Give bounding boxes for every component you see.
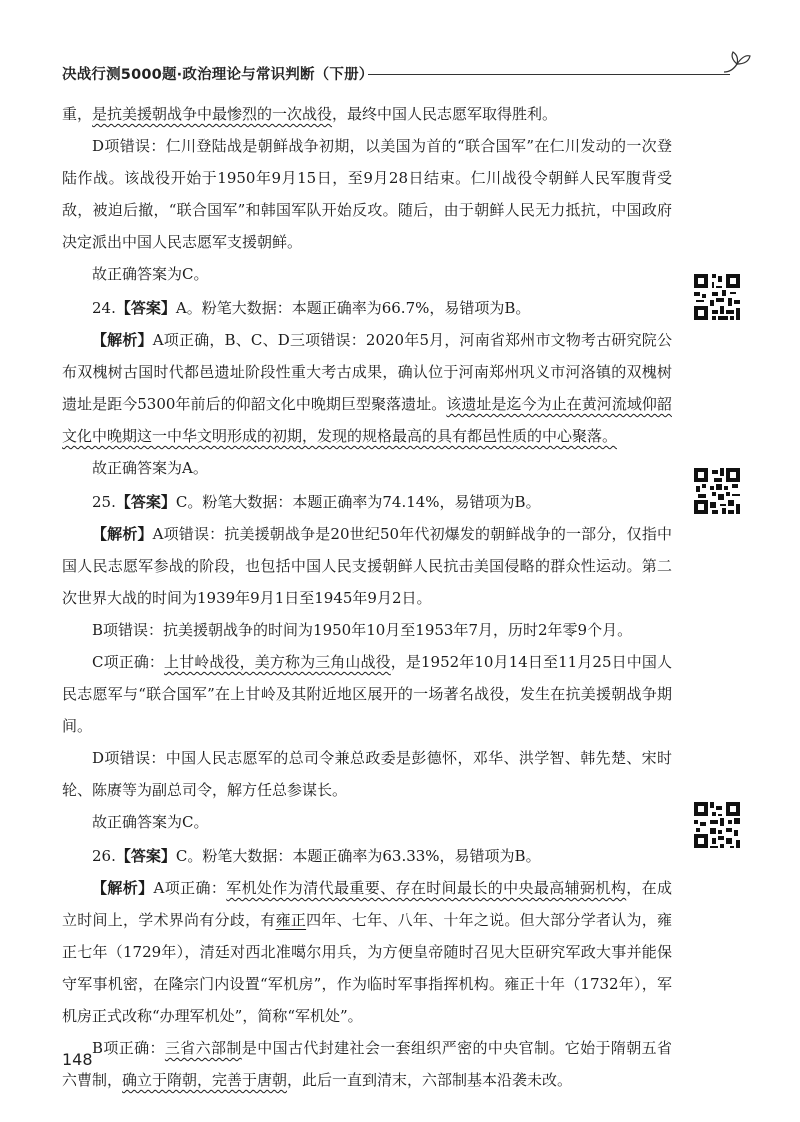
book-title: 决战行测5000题·政治理论与常识判断（下册） xyxy=(62,67,374,83)
question-25-analysis: 【解析】A项错误：抗美援朝战争是20世纪50年代初爆发的朝鲜战争的一部分，仅指中国人民志愿军参战的阶段，也包括中国人民支援朝鲜人民抗击美国侵略的群众性运动。第二次世界大战的时间为1939年9月1日至1945年9月2日。 xyxy=(62,525,672,607)
question-24-conclusion: 故正确答案为A。 xyxy=(92,459,208,477)
question-24-analysis: 【解析】A项正确，B、C、D三项错误：2020年5月，河南省郑州市文物考古研究院公布双槐树古国时代都邑遗址阶段性重大考古成果，确认位于河南郑州巩义市河洛镇的双槐树遗址是距今5300年前后的仰韶文化中晚期巨型聚落遗址。该遗址是迄今为止在黄河流域仰韶文化中晚期这一中华文明形成的初期，发现的规格最高的具有都邑性质的中心聚落。 xyxy=(62,331,672,445)
paragraph-option-d: D项错误：仁川登陆战是朝鲜战争初期，以美国为首的“联合国军”在仁川发动的一次登陆作战。该战役开始于1950年9月15日，至9月28日结束。仁川战役令朝鲜人民军腹背受敌，被迫后撤，“联合国军”和韩国军队开始反攻。随后，由于朝鲜人民无力抵抗，中国政府决定派出中国人民志愿军支援朝鲜。 xyxy=(62,137,672,251)
qr-code-icon[interactable] xyxy=(692,800,742,850)
running-header xyxy=(62,58,752,86)
leaf-icon xyxy=(722,46,752,76)
question-26-option-a: 【解析】A项正确：军机处作为清代最重要、存在时间最长的中央最高辅弼机构，在成立时间上，学术界尚有分歧，有雍正四年、七年、八年、十年之说。但大部分学者认为，雍正七年（1729年），清廷对西北准噶尔用兵，为方便皇帝随时召见大臣研究军政大事并能保守军事机密，在隆宗门内设置“军机房”，作为临时军事指挥机构。雍正十年（1732年），军机房正式改称“办理军机处”，简称“军机处”。 xyxy=(62,879,672,1025)
qr-code-icon[interactable] xyxy=(692,272,742,322)
page-content xyxy=(62,98,672,1096)
question-25-option-c: C项正确：上甘岭战役，美方称为三角山战役，是1952年10月14日至11月25日中国人民志愿军与“联合国军”在上甘岭及其附近地区展开的一场著名战役，发生在抗美援朝战争期间。 xyxy=(62,653,672,735)
qr-code-icon[interactable] xyxy=(692,466,742,516)
paragraph-continuation: 重，是抗美援朝战争中最惨烈的一次战役，最终中国人民志愿军取得胜利。 xyxy=(62,105,558,123)
header-rule xyxy=(368,74,730,75)
question-24-answer: 24.【答案】A。粉笔大数据：本题正确率为66.7%，易错项为B。 xyxy=(92,299,531,317)
question-25-option-b: B项错误：抗美援朝战争的时间为1950年10月至1953年7月，历时2年零9个月。 xyxy=(92,621,633,639)
question-25-option-d: D项错误：中国人民志愿军的总司令兼总政委是彭德怀，邓华、洪学智、韩先楚、宋时轮、陈赓等为副总司令，解方任总参谋长。 xyxy=(62,749,672,799)
question-26-option-b: B项正确：三省六部制是中国古代封建社会一套组织严密的中央官制。它始于隋朝五省六曹制，确立于隋朝，完善于唐朝，此后一直到清末，六部制基本沿袭未改。 xyxy=(62,1039,672,1089)
answer-conclusion: 故正确答案为C。 xyxy=(92,265,209,283)
question-26-answer: 26.【答案】C。粉笔大数据：本题正确率为63.33%，易错项为B。 xyxy=(92,847,541,865)
page-number: 148 xyxy=(62,1050,93,1069)
question-25-conclusion: 故正确答案为C。 xyxy=(92,813,209,831)
question-25-answer: 25.【答案】C。粉笔大数据：本题正确率为74.14%，易错项为B。 xyxy=(92,493,541,511)
